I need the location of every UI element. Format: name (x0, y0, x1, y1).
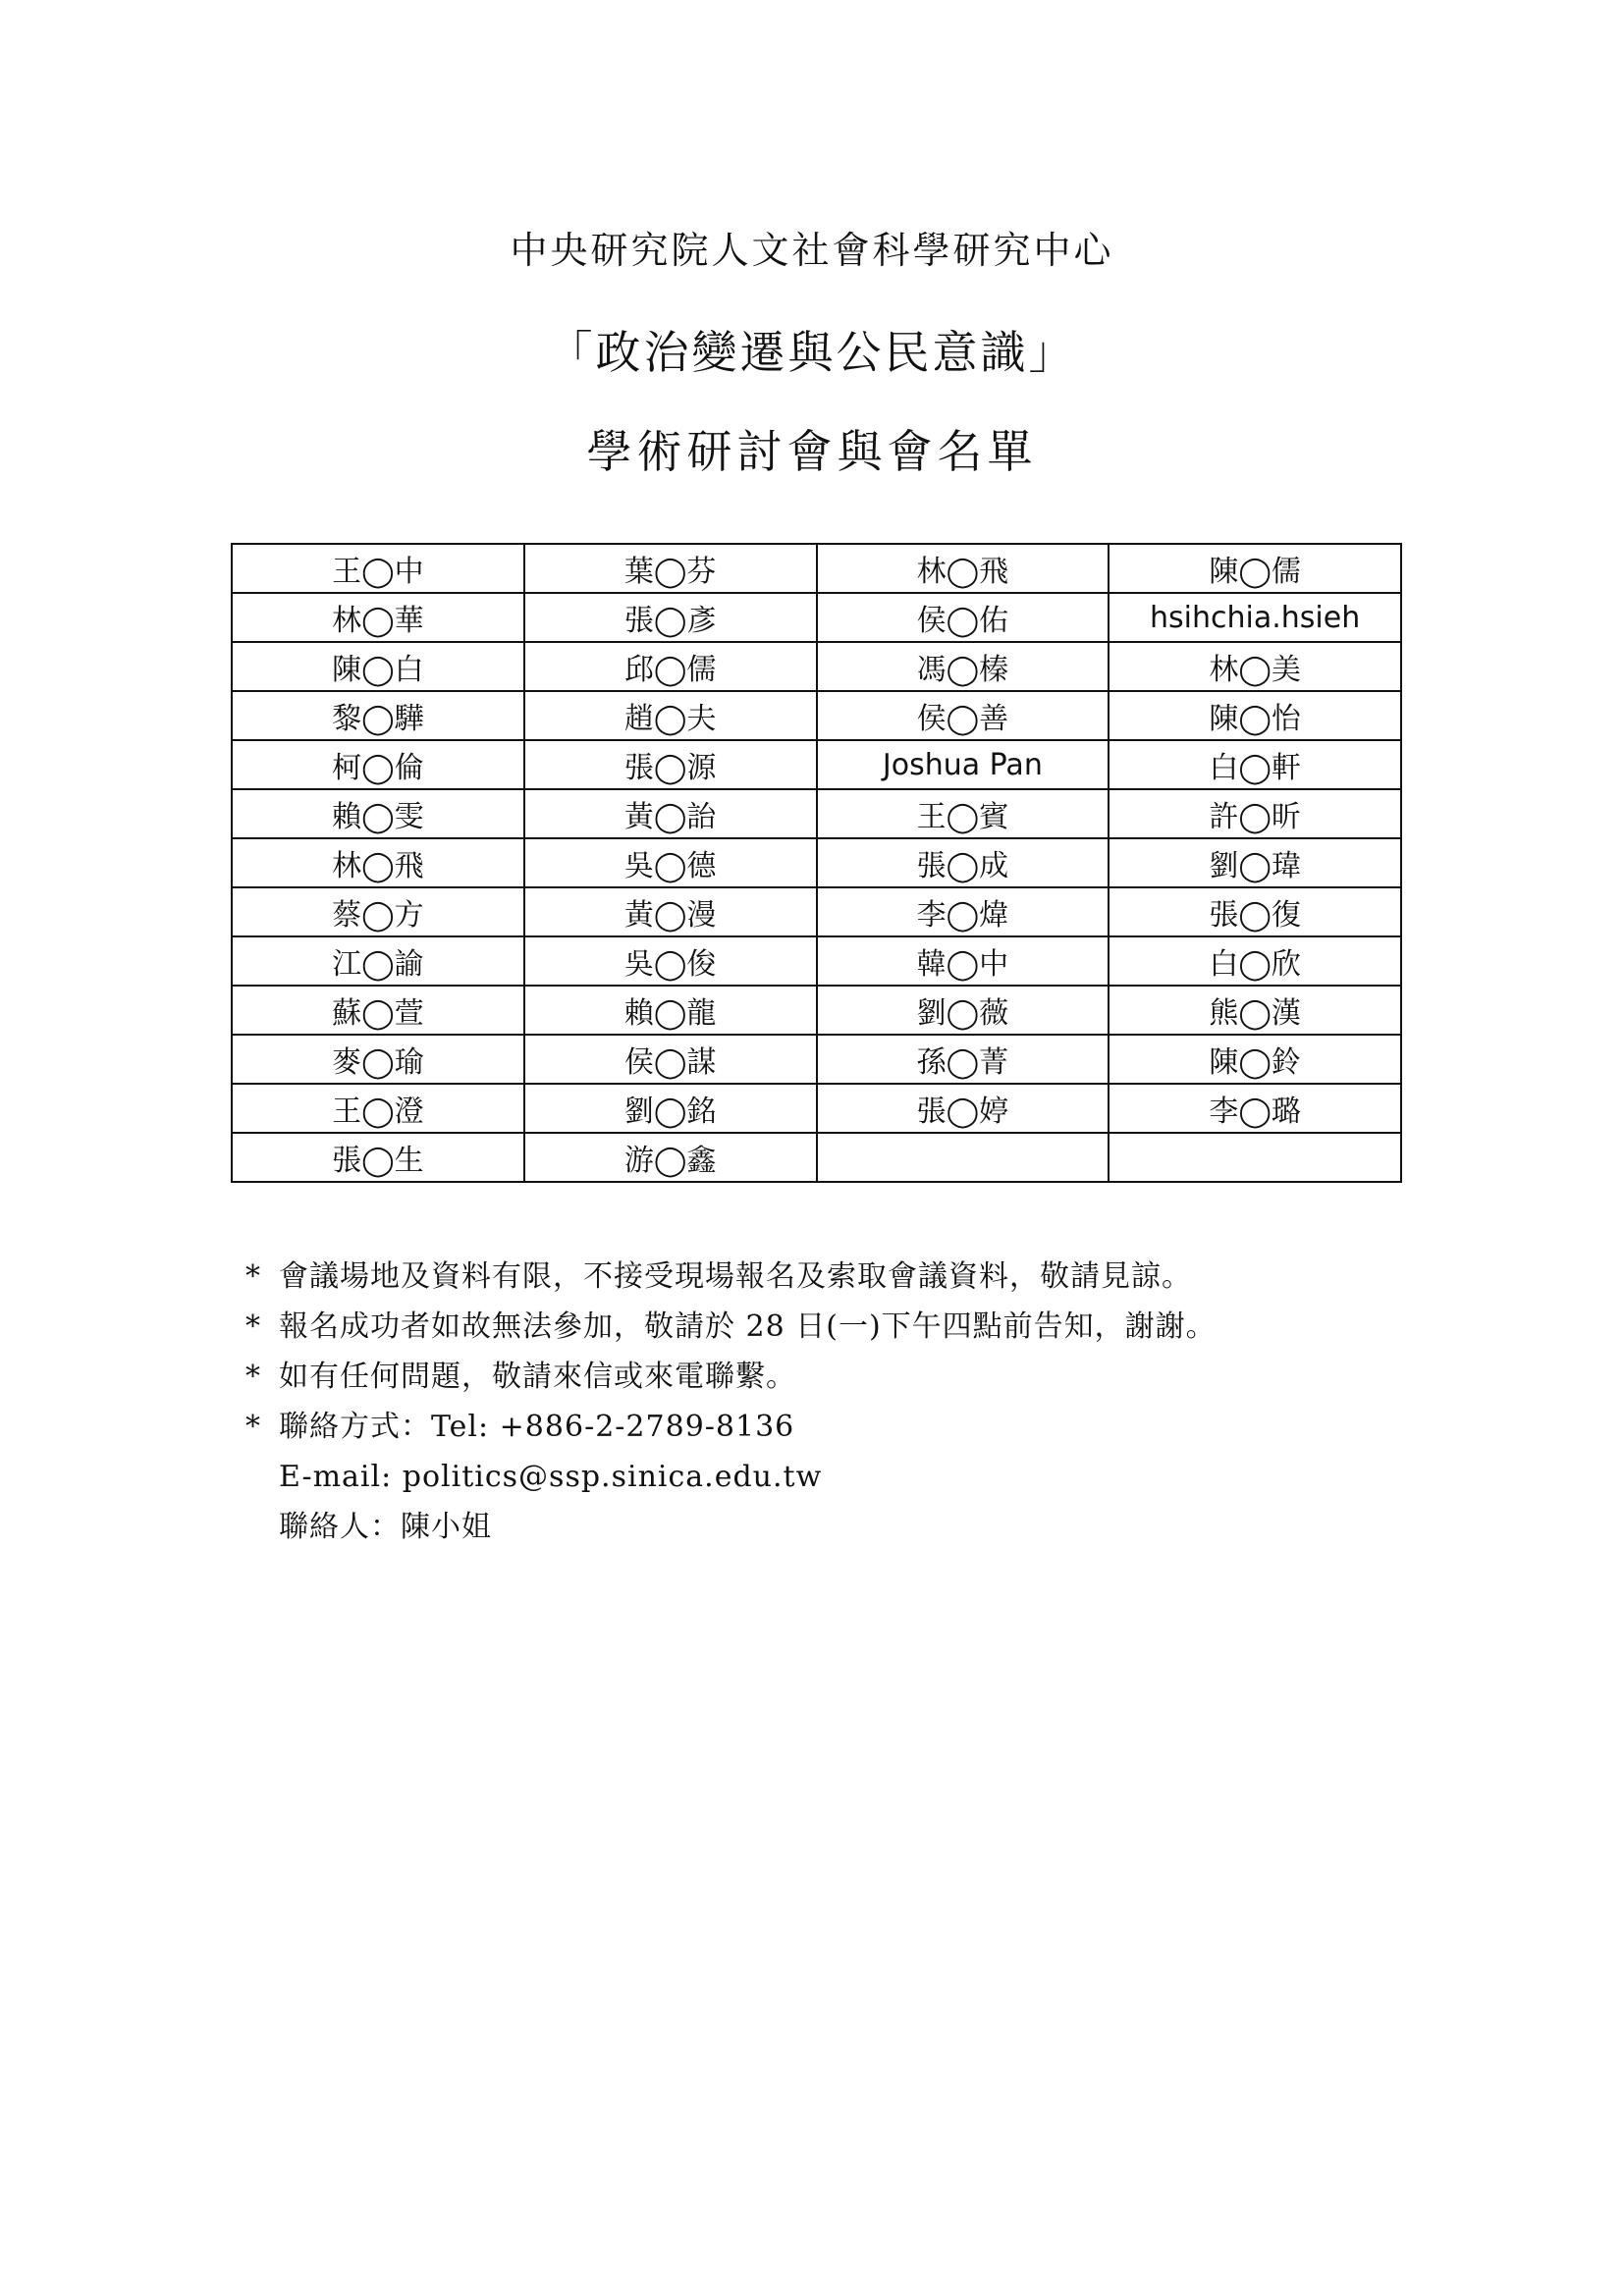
institution-title: 中央研究院人文社會科學研究中心 (510, 229, 1114, 272)
bullet-star: * (245, 1259, 261, 1294)
attendee-cell: 陳◯鈴 (1109, 1035, 1401, 1084)
attendee-table (231, 543, 1402, 1183)
bullet-star: * (245, 1410, 261, 1444)
attendee-cell: 劉◯薇 (817, 986, 1110, 1035)
attendee-cell: 吳◯德 (524, 838, 817, 887)
attendee-cell: 蔡◯方 (232, 887, 524, 936)
attendee-cell: 江◯諭 (232, 936, 524, 986)
attendee-cell: 黎◯驊 (232, 691, 524, 740)
note-item (245, 1252, 1424, 1302)
attendee-cell: 劉◯銘 (524, 1084, 817, 1133)
attendee-cell: 陳◯白 (232, 642, 524, 691)
attendee-cell: 王◯中 (232, 544, 524, 593)
table-row (232, 936, 1401, 986)
bullet-star: * (245, 1360, 261, 1394)
attendee-cell: 賴◯龍 (524, 986, 817, 1035)
attendee-cell: 林◯美 (1109, 642, 1401, 691)
attendee-cell: 林◯飛 (817, 544, 1110, 593)
table-row (232, 544, 1401, 593)
note-item (245, 1402, 1424, 1452)
table-row (232, 740, 1401, 789)
attendee-cell: 張◯源 (524, 740, 817, 789)
attendee-cell: 侯◯善 (817, 691, 1110, 740)
attendee-cell: 劉◯瑋 (1109, 838, 1401, 887)
attendee-cell: 吳◯俊 (524, 936, 817, 986)
attendee-cell: 趙◯夫 (524, 691, 817, 740)
attendee-cell: 賴◯雯 (232, 789, 524, 838)
attendee-cell: 孫◯菁 (817, 1035, 1110, 1084)
note-text: 會議場地及資料有限，不接受現場報名及索取會議資料，敬請見諒。 (279, 1259, 1192, 1294)
attendee-cell: 黃◯漫 (524, 887, 817, 936)
attendee-table-body (232, 544, 1401, 1182)
bullet-star: * (245, 1309, 261, 1344)
attendee-cell: 白◯軒 (1109, 740, 1401, 789)
attendee-cell: 王◯澄 (232, 1084, 524, 1133)
contact-email: E-mail: politics@ssp.sinica.edu.tw (279, 1460, 823, 1494)
list-title: 學術研討會與會名單 (586, 425, 1038, 478)
attendee-cell: 黃◯詒 (524, 789, 817, 838)
attendee-cell: Joshua Pan (817, 740, 1110, 789)
attendee-cell: 韓◯中 (817, 936, 1110, 986)
note-item (245, 1352, 1424, 1402)
table-row (232, 986, 1401, 1035)
notes-section (245, 1252, 1424, 1552)
attendee-cell: 李◯煒 (817, 887, 1110, 936)
attendee-cell: 張◯成 (817, 838, 1110, 887)
attendee-cell (1109, 1133, 1401, 1182)
attendee-cell: 林◯飛 (232, 838, 524, 887)
attendee-cell: 葉◯芬 (524, 544, 817, 593)
table-row (232, 593, 1401, 642)
attendee-cell: 邱◯儒 (524, 642, 817, 691)
table-row (232, 642, 1401, 691)
attendee-cell: hsihchia.hsieh (1109, 593, 1401, 642)
note-item (245, 1302, 1424, 1352)
table-row (232, 838, 1401, 887)
table-row (232, 1133, 1401, 1182)
note-text: 報名成功者如故無法參加，敬請於 28 日(一)下午四點前告知，謝謝。 (279, 1309, 1217, 1344)
attendee-cell: 熊◯漢 (1109, 986, 1401, 1035)
attendee-cell: 許◯昕 (1109, 789, 1401, 838)
attendee-cell: 陳◯怡 (1109, 691, 1401, 740)
table-row (232, 691, 1401, 740)
table-row (232, 1084, 1401, 1133)
attendee-cell: 侯◯謀 (524, 1035, 817, 1084)
attendee-cell: 陳◯儒 (1109, 544, 1401, 593)
event-title: 「政治變遷與公民意識」 (547, 326, 1077, 379)
attendee-cell: 蘇◯萱 (232, 986, 524, 1035)
contact-phone: 聯絡方式：Tel: +886-2-2789-8136 (279, 1410, 795, 1444)
table-row (232, 789, 1401, 838)
attendee-cell: 侯◯佑 (817, 593, 1110, 642)
attendee-cell: 游◯鑫 (524, 1133, 817, 1182)
attendee-cell: 林◯華 (232, 593, 524, 642)
attendee-cell: 李◯璐 (1109, 1084, 1401, 1133)
table-row (232, 887, 1401, 936)
attendee-cell: 張◯彥 (524, 593, 817, 642)
table-row (232, 1035, 1401, 1084)
attendee-cell: 柯◯倫 (232, 740, 524, 789)
attendee-cell (817, 1133, 1110, 1182)
attendee-cell: 麥◯瑜 (232, 1035, 524, 1084)
attendee-cell: 張◯婷 (817, 1084, 1110, 1133)
attendee-cell: 張◯生 (232, 1133, 524, 1182)
attendee-cell: 張◯復 (1109, 887, 1401, 936)
note-text: 如有任何問題，敬請來信或來電聯繫。 (279, 1360, 796, 1394)
contact-person: 聯絡人：陳小姐 (279, 1510, 492, 1544)
attendee-cell: 馮◯榛 (817, 642, 1110, 691)
attendee-cell: 王◯賓 (817, 789, 1110, 838)
attendee-cell: 白◯欣 (1109, 936, 1401, 986)
